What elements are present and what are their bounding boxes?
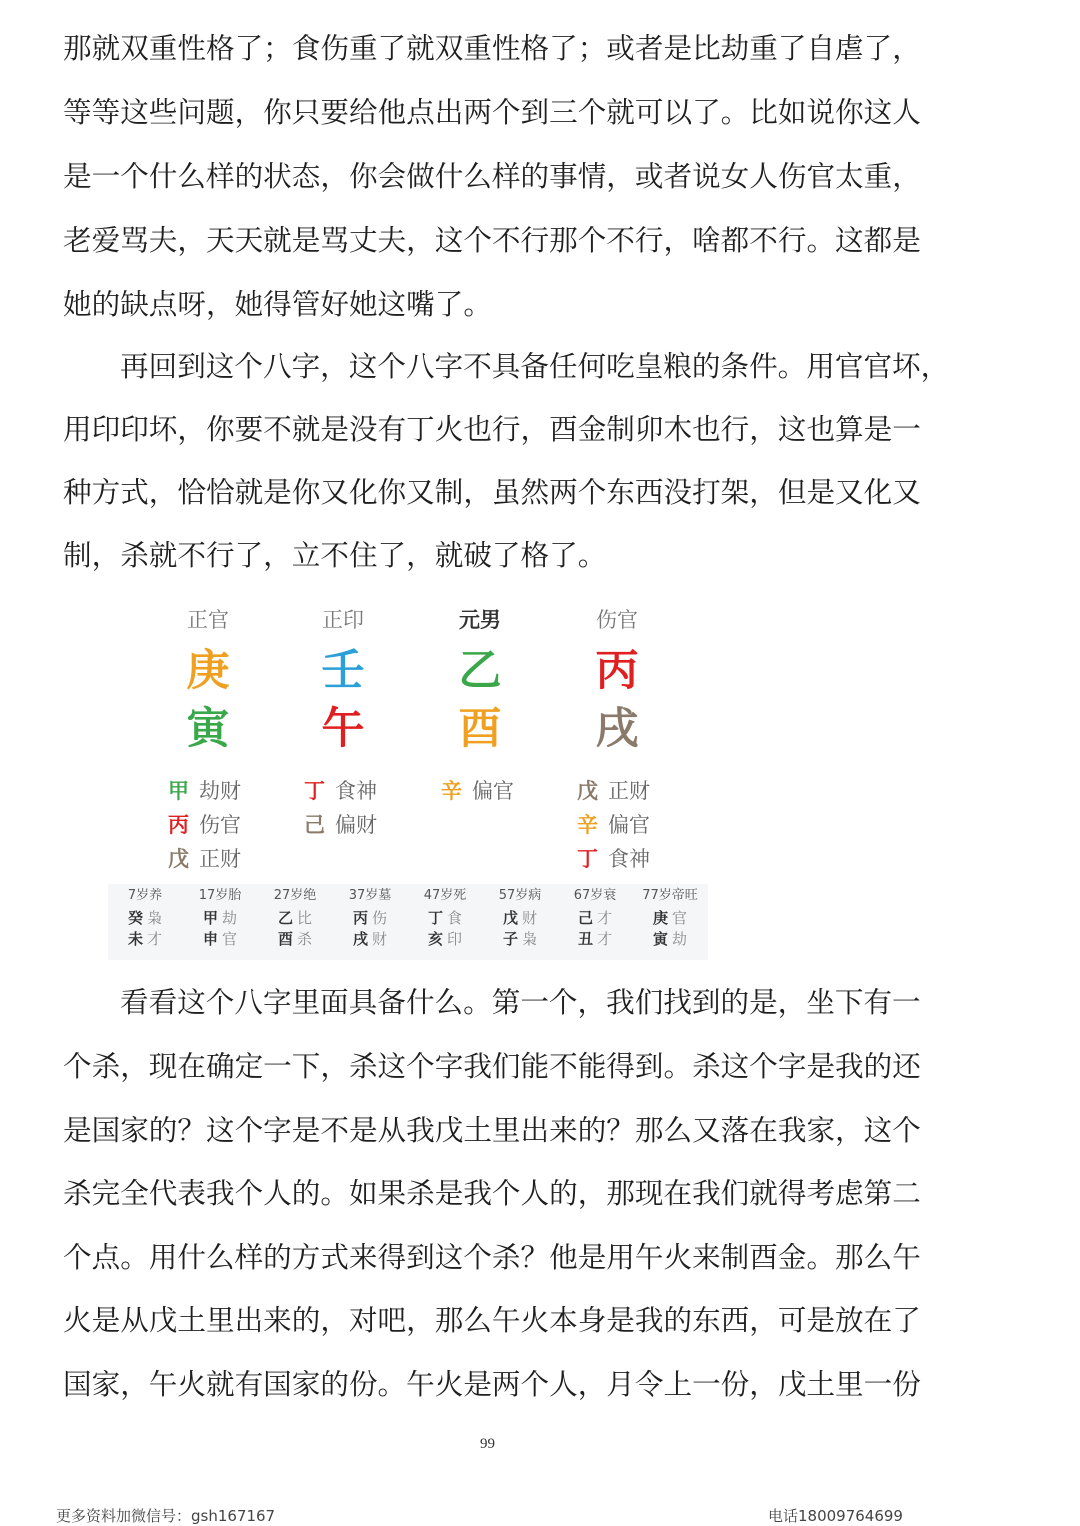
- hidden-stem-row: 己 偏财: [304, 812, 377, 837]
- luck-cycles: [108, 884, 708, 960]
- hidden-stems-day: [441, 774, 571, 808]
- pillar-month: [288, 598, 398, 758]
- earthly-branch: 戌: [595, 704, 639, 754]
- luck-cycle: 77岁帝旺 庚 官 寅 劫: [642, 888, 698, 948]
- luck-cycle: 17岁胎 甲 劫 申 官: [198, 888, 242, 948]
- hidden-stems-month: [304, 774, 434, 842]
- luck-cycle: 37岁墓 丙 伤 戌 财: [348, 888, 392, 948]
- hidden-stem-row: 丁 食神: [304, 778, 377, 803]
- hidden-stem-row: 丙 伤官: [168, 812, 241, 837]
- heavenly-stem: 庚: [186, 646, 230, 696]
- pillar-head: 元男: [459, 608, 501, 632]
- luck-cycle: 7岁养 癸 枭 未 才: [127, 888, 163, 948]
- heavenly-stem: 壬: [321, 646, 365, 696]
- text-line: 杀完全代表我个人的。如果杀是我个人的，那现在我们就得考虑第二: [63, 1176, 921, 1210]
- hidden-stem-row: 戊 正财: [168, 846, 241, 871]
- luck-cycle: 27岁绝 乙 比 酉 杀: [273, 888, 317, 948]
- earthly-branch: 寅: [186, 704, 230, 754]
- hidden-stem-row: 辛 偏官: [441, 778, 514, 803]
- text-line: 再回到这个八字，这个八字不具备任何吃皇粮的条件。用官官坏，: [120, 349, 950, 383]
- pillar-day: [425, 598, 535, 758]
- heavenly-stem: 丙: [595, 646, 639, 696]
- text-line: 个点。用什么样的方式来得到这个杀？他是用午火来制酉金。那么午: [63, 1240, 921, 1274]
- footer-contact-wechat: 更多资料加微信号：gsh167167: [56, 1507, 276, 1525]
- earthly-branch: 午: [321, 704, 365, 754]
- text-line: 看看这个八字里面具备什么。第一个，我们找到的是，坐下有一: [120, 985, 921, 1019]
- text-line: 种方式，恰恰就是你又化你又制，虽然两个东西没打架，但是又化又: [63, 475, 921, 509]
- luck-cycle: 47岁死 丁 食 亥 印: [423, 888, 467, 948]
- pillar-head: 正官: [187, 608, 229, 632]
- text-line: 个杀，现在确定一下，杀这个字我们能不能得到。杀这个字是我的还: [63, 1049, 921, 1083]
- hidden-stems-year: [168, 774, 298, 876]
- text-line: 制，杀就不行了，立不住了，就破了格了。: [63, 538, 607, 572]
- text-line: 用印印坏，你要不就是没有丁火也行，酉金制卯木也行，这也算是一: [63, 412, 921, 446]
- text-line: 是一个什么样的状态，你会做什么样的事情，或者说女人伤官太重，: [63, 159, 921, 193]
- page-number: 99: [480, 1436, 495, 1452]
- text-line: 国家，午火就有国家的份。午火是两个人，月令上一份，戊土里一份: [63, 1367, 921, 1401]
- pillar-head: 伤官: [596, 608, 638, 632]
- text-line: 火是从戊土里出来的，对吧，那么午火本身是我的东西，可是放在了: [63, 1303, 921, 1337]
- hidden-stem-row: 戊 正财: [577, 778, 650, 803]
- pillar-year: [153, 598, 263, 758]
- hidden-stems-hour: [577, 774, 707, 876]
- text-line: 等等这些问题，你只要给他点出两个到三个就可以了。比如说你这人: [63, 95, 921, 129]
- footer-contact-phone: 电话18009764699: [768, 1507, 903, 1525]
- pillar-head: 正印: [322, 608, 364, 632]
- luck-cycle: 67岁衰 己 才 丑 才: [573, 888, 617, 948]
- bazi-chart: [108, 598, 708, 960]
- heavenly-stem: 乙: [458, 646, 502, 696]
- pillar-hour: [562, 598, 672, 758]
- hidden-stem-row: 甲 劫财: [168, 778, 241, 803]
- text-line: 是国家的？这个字是不是从我戊土里出来的？那么又落在我家，这个: [63, 1113, 921, 1147]
- luck-cycle: 57岁病 戊 财 子 枭: [498, 888, 542, 948]
- text-line: 老爱骂夫，天天就是骂丈夫，这个不行那个不行，啥都不行。这都是: [63, 223, 921, 257]
- earthly-branch: 酉: [458, 704, 502, 754]
- text-line: 那就双重性格了；食伤重了就双重性格了；或者是比劫重了自虐了，: [63, 31, 921, 65]
- hidden-stem-row: 辛 偏官: [577, 812, 650, 837]
- hidden-stem-row: 丁 食神: [577, 846, 650, 871]
- text-line: 她的缺点呀，她得管好她这嘴了。: [63, 287, 492, 321]
